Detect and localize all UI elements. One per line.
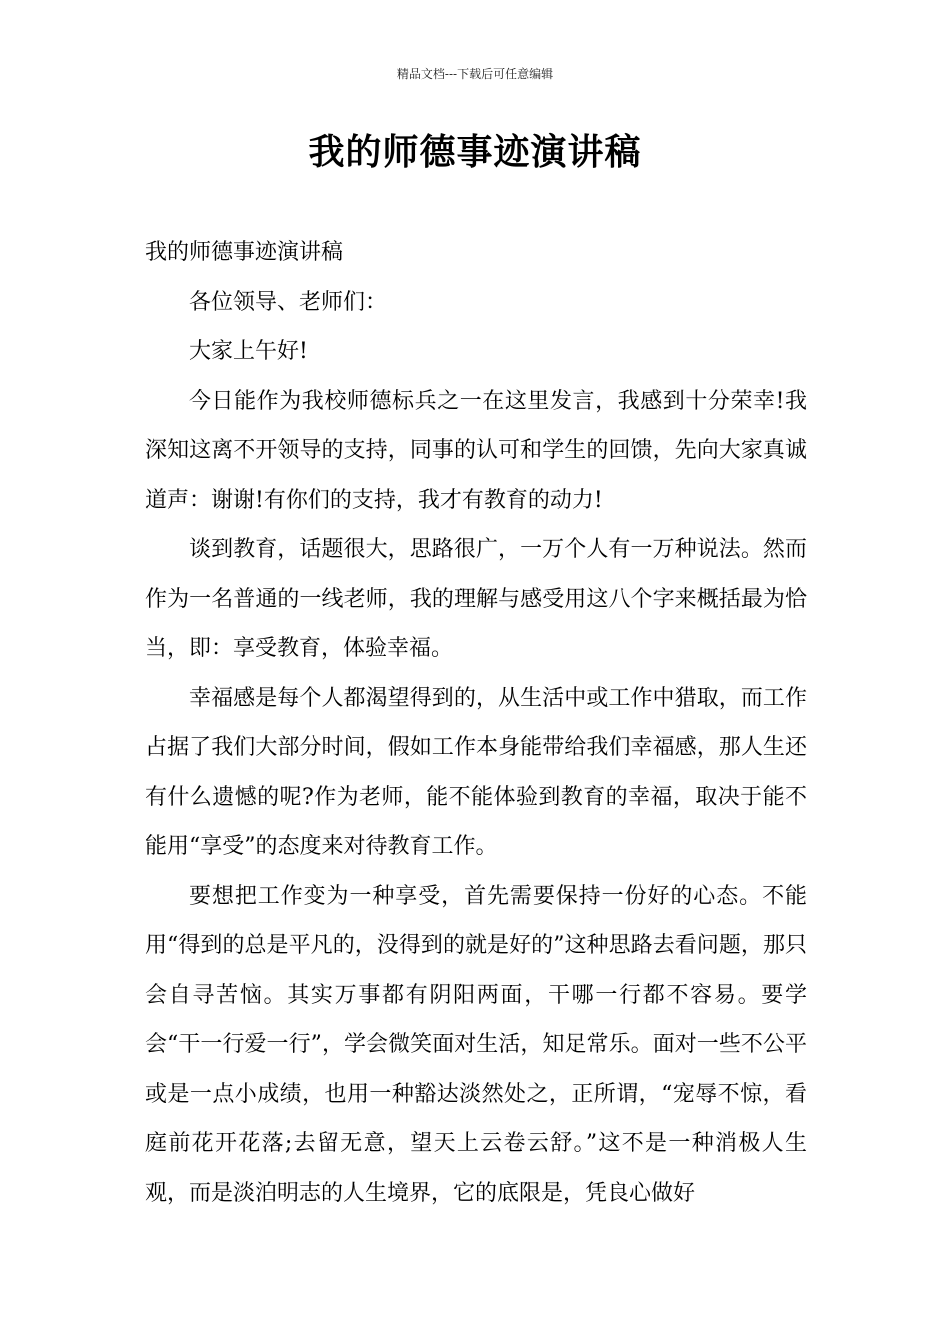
body-paragraph: 谈到教育，话题很大，思路很广，一万个人有一万种说法。然而作为一名普通的一线老师，我的理解与感受用这八个字来概括最为恰当，即：享受教育，体验幸福。 — [145, 537, 807, 661]
header-note: 精品文档---下载后可任意编辑 — [396, 67, 554, 81]
body-paragraph: 要想把工作变为一种享受，首先需要保持一份好的心态。不能用“得到的总是平凡的，没得到的就是好的”这种思路去看问题，那只会自寻苦恼。其实万事都有阴阳两面，干哪一行都不容易。要学会“干一行爱一行”，学会微笑面对生活，知足常乐。面对一些不公平或是一点小成绩，也用一种豁达淡然处之，正所谓，“宠辱不惊，看庭前花开花落;去留无意，望天上云卷云舒。”这不是一种消极人生观，而是淡泊明志的人生境界，它的底限是，凭良心做好 — [145, 883, 807, 1206]
salutation-paragraph: 各位领导、老师们： — [189, 289, 388, 315]
document-body — [145, 228, 807, 1218]
greeting-paragraph: 大家上午好! — [189, 339, 308, 364]
body-paragraph: 今日能作为我校师德标兵之一在这里发言，我感到十分荣幸!我深知这离不开领导的支持，同事的认可和学生的回馈，先向大家真诚道声：谢谢!有你们的支持，我才有教育的动力! — [145, 388, 807, 513]
subtitle-paragraph: 我的师德事迹演讲稿 — [145, 240, 344, 265]
body-paragraph: 幸福感是每个人都渴望得到的，从生活中或工作中猎取，而工作占据了我们大部分时间，假如工作本身能带给我们幸福感，那人生还有什么遗憾的呢?作为老师，能不能体验到教育的幸福，取决于能不能用“享受”的态度来对待教育工作。 — [145, 685, 807, 859]
document-title: 我的师德事迹演讲稿 — [308, 131, 642, 173]
